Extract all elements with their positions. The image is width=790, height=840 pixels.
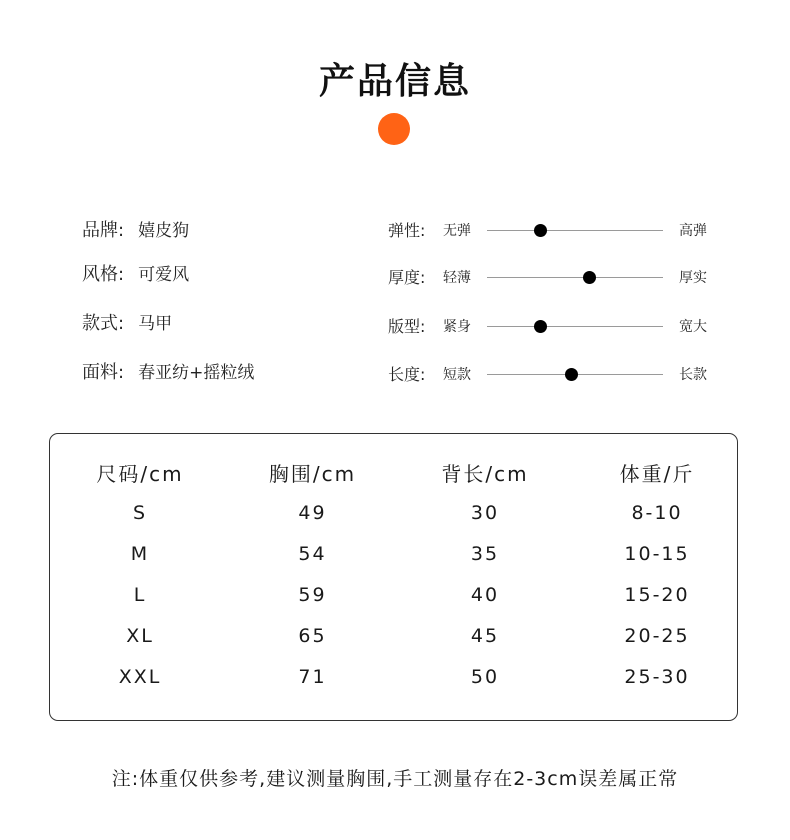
table-header-row xyxy=(50,452,739,492)
column-header-size: 尺码/cm xyxy=(96,461,184,486)
scale-indicator xyxy=(565,368,578,381)
table-row xyxy=(50,492,739,533)
scale-indicator xyxy=(534,224,547,237)
column-header-weight: 体重/斤 xyxy=(619,461,695,486)
attribute-row-brand xyxy=(82,218,189,244)
table-cell: 15-20 xyxy=(624,583,690,606)
table-cell: 40 xyxy=(470,583,500,606)
scale-row-thickness xyxy=(388,265,728,291)
table-cell: 49 xyxy=(298,501,327,524)
scale-high-label: 高弹 xyxy=(679,223,707,239)
scale-low-label: 紧身 xyxy=(443,319,471,335)
table-cell: 54 xyxy=(298,542,327,565)
table-cell: 10-15 xyxy=(624,542,690,565)
accent-dot xyxy=(378,113,410,145)
attribute-row-style xyxy=(82,262,189,288)
table-row xyxy=(50,656,739,697)
page-title: 产品信息 xyxy=(318,61,471,102)
attribute-label: 品牌: xyxy=(82,220,125,241)
column-header-chest: 胸围/cm xyxy=(268,461,357,486)
scale-row-elasticity xyxy=(388,218,728,244)
size-chart xyxy=(49,433,738,721)
attribute-value: 可爱风 xyxy=(138,265,190,285)
attribute-row-type xyxy=(82,311,172,337)
table-cell: 45 xyxy=(470,624,500,647)
table-cell: 59 xyxy=(298,583,327,606)
scale-low-label: 短款 xyxy=(443,367,471,383)
attribute-value: 马甲 xyxy=(138,314,173,334)
scale-track xyxy=(487,326,663,327)
scale-high-label: 长款 xyxy=(679,367,707,383)
table-cell: 20-25 xyxy=(624,624,690,647)
table-row xyxy=(50,574,739,615)
scale-label: 厚度: xyxy=(388,268,426,287)
scale-high-label: 宽大 xyxy=(679,319,707,335)
table-row xyxy=(50,533,739,574)
scale-label: 版型: xyxy=(388,317,426,336)
attribute-value: 春亚纺+摇粒绒 xyxy=(138,363,255,383)
table-cell: 25-30 xyxy=(624,665,690,688)
table-cell: 30 xyxy=(470,501,500,524)
size-table xyxy=(50,452,739,697)
scale-row-fit xyxy=(388,314,728,340)
attribute-value: 嬉皮狗 xyxy=(138,221,190,241)
table-cell: 35 xyxy=(470,542,500,565)
scale-indicator xyxy=(534,320,547,333)
scale-indicator xyxy=(583,271,596,284)
measurement-note: 注:体重仅供参考,建议测量胸围,手工测量存在2-3cm误差属正常 xyxy=(111,768,679,790)
attribute-label: 风格: xyxy=(82,264,125,285)
table-cell: S xyxy=(132,501,148,524)
attribute-row-fabric xyxy=(82,360,254,386)
scale-low-label: 无弹 xyxy=(443,223,471,239)
scale-track xyxy=(487,374,663,375)
scale-label: 长度: xyxy=(388,365,426,384)
scale-track xyxy=(487,277,663,278)
table-cell: 65 xyxy=(298,624,327,647)
table-cell: XXL xyxy=(118,665,162,688)
scale-row-length xyxy=(388,362,728,388)
attribute-label: 面料: xyxy=(82,362,125,383)
table-cell: 50 xyxy=(470,665,500,688)
scale-high-label: 厚实 xyxy=(679,270,707,286)
scale-low-label: 轻薄 xyxy=(443,270,471,286)
table-row xyxy=(50,615,739,656)
table-cell: M xyxy=(130,542,150,565)
attribute-label: 款式: xyxy=(82,313,125,334)
column-header-back-length: 背长/cm xyxy=(441,461,529,486)
table-cell: L xyxy=(133,583,147,606)
scale-label: 弹性: xyxy=(388,221,426,240)
table-cell: 71 xyxy=(298,665,327,688)
table-cell: XL xyxy=(126,624,154,647)
table-cell: 8-10 xyxy=(631,501,683,524)
scale-track xyxy=(487,230,663,231)
